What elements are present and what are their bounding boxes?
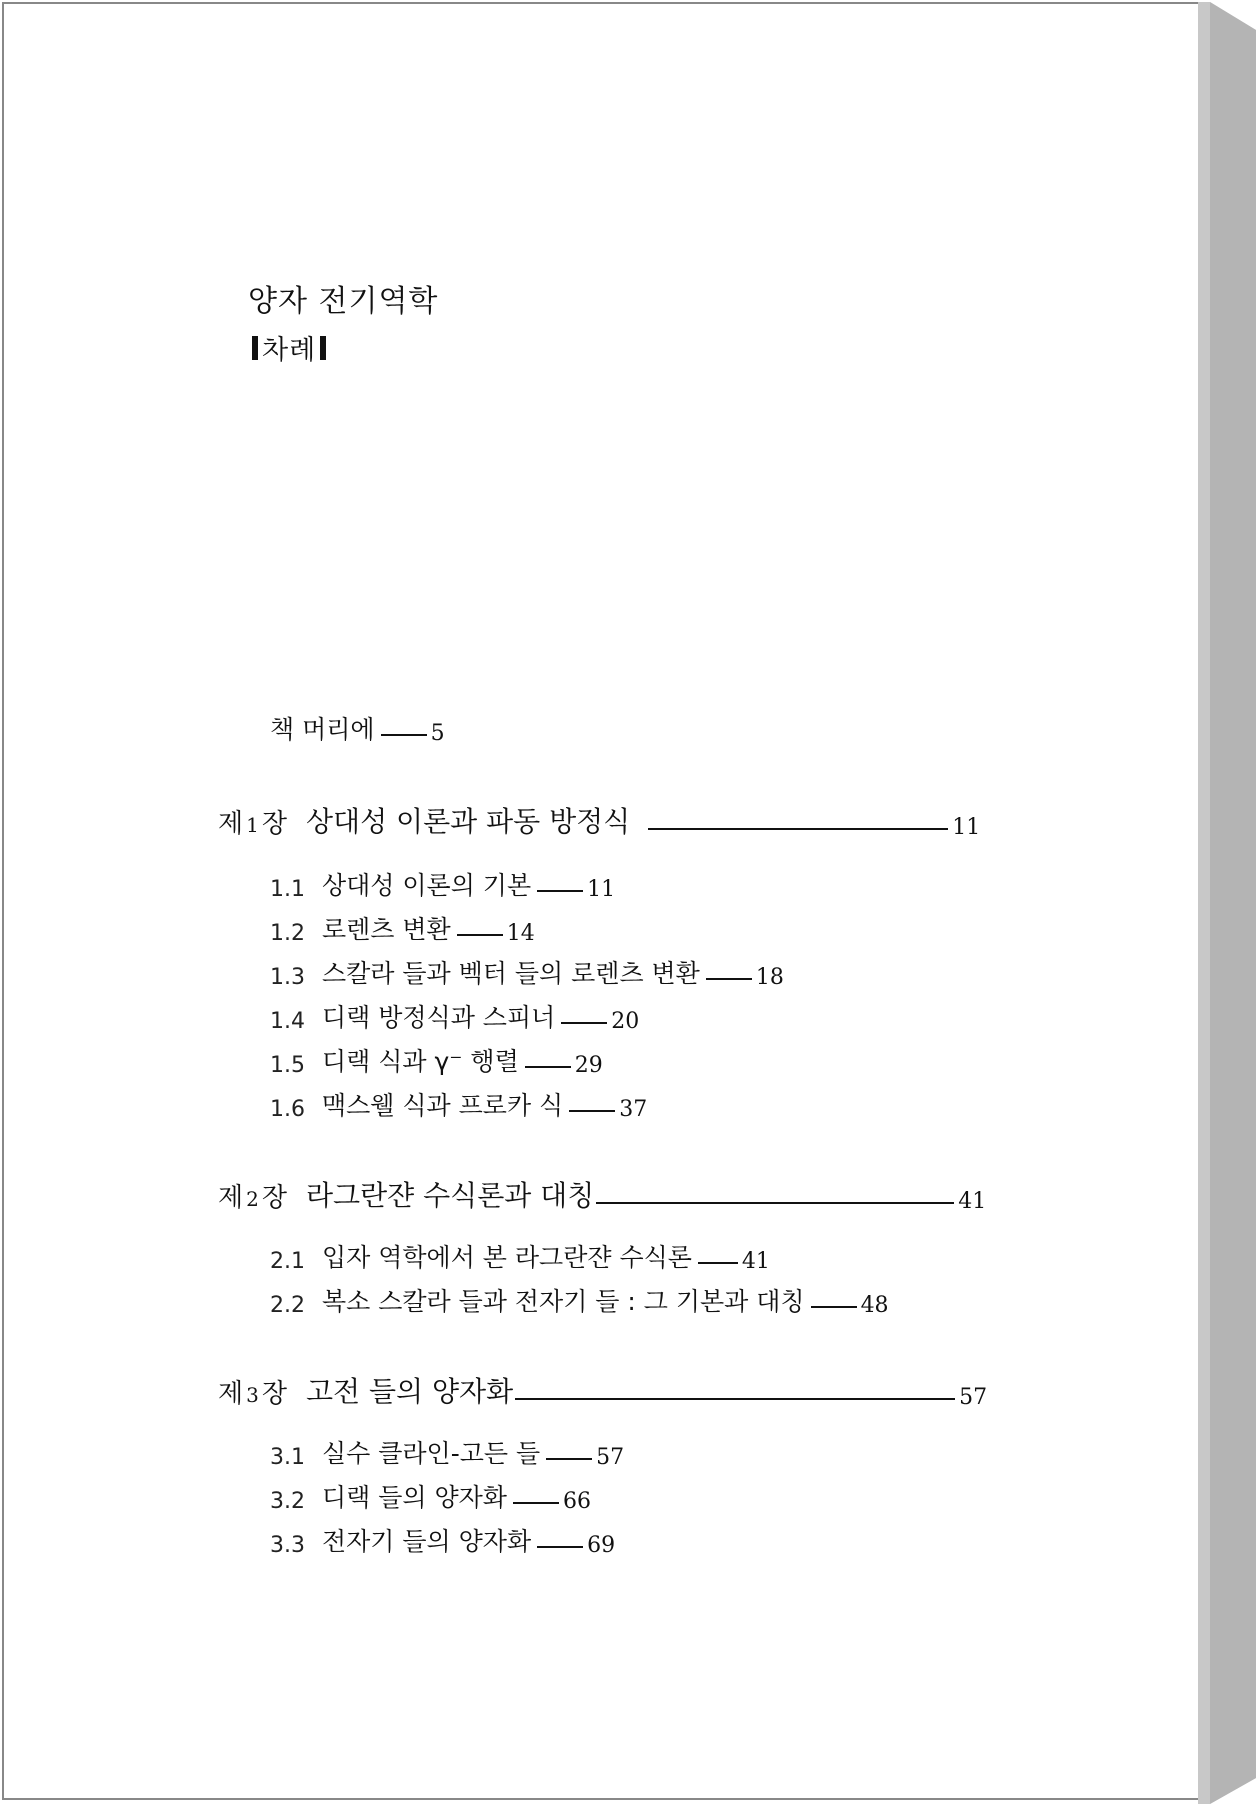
leader-dash bbox=[537, 1546, 583, 1548]
section-page: 18 bbox=[755, 965, 784, 990]
section-number: 1.5 bbox=[270, 1053, 305, 1078]
section-number: 2.1 bbox=[270, 1249, 305, 1274]
section-page: 37 bbox=[619, 1097, 648, 1122]
leader-dash bbox=[515, 1398, 955, 1400]
chapter-number: 제 1 장 bbox=[218, 809, 287, 839]
section-page: 29 bbox=[574, 1053, 603, 1078]
chapter-title: 라그란쟌 수식론과 대칭 bbox=[306, 1179, 595, 1212]
book-title: 양자 전기역학 bbox=[248, 284, 439, 319]
leader-dash bbox=[546, 1458, 592, 1460]
section-title: 디랙 식과 γ⁻ 행렬 bbox=[322, 1047, 519, 1076]
leader-dash bbox=[457, 934, 503, 936]
leader-dash bbox=[596, 1202, 954, 1204]
leader-dash bbox=[698, 1262, 738, 1264]
toc-label: 차례 bbox=[262, 335, 317, 366]
section-title: 실수 클라인-고든 들 bbox=[322, 1439, 541, 1468]
chapter-1-entry[interactable] bbox=[218, 800, 980, 840]
chapter-2-entry[interactable] bbox=[218, 1174, 986, 1214]
chapter-page: 41 bbox=[958, 1189, 987, 1214]
section-2-1[interactable] bbox=[270, 1238, 770, 1274]
section-number: 1.3 bbox=[270, 965, 305, 990]
section-1-3[interactable] bbox=[270, 954, 784, 990]
section-page: 66 bbox=[562, 1489, 591, 1514]
leader-dash bbox=[381, 734, 427, 736]
chapter-title: 상대성 이론과 파동 방정식 bbox=[306, 805, 631, 838]
section-number: 3.2 bbox=[270, 1489, 305, 1514]
section-number: 2.2 bbox=[270, 1293, 305, 1318]
section-2-2[interactable] bbox=[270, 1282, 889, 1318]
chapter-page: 11 bbox=[952, 815, 981, 840]
leader-dash bbox=[648, 828, 948, 830]
section-number: 3.3 bbox=[270, 1533, 305, 1558]
chapter-3-entry[interactable] bbox=[218, 1370, 987, 1410]
section-title: 상대성 이론의 기본 bbox=[322, 871, 532, 900]
section-number: 1.2 bbox=[270, 921, 305, 946]
section-3-1[interactable] bbox=[270, 1434, 624, 1470]
section-1-6[interactable] bbox=[270, 1086, 647, 1122]
section-3-2[interactable] bbox=[270, 1478, 591, 1514]
section-page: 69 bbox=[587, 1533, 616, 1558]
section-number: 1.6 bbox=[270, 1097, 305, 1122]
section-number: 1.1 bbox=[270, 877, 305, 902]
section-title: 디랙 들의 양자화 bbox=[322, 1483, 507, 1512]
section-1-4[interactable] bbox=[270, 998, 639, 1034]
leader-dash bbox=[525, 1066, 571, 1068]
section-page: 11 bbox=[587, 877, 616, 902]
section-1-5[interactable] bbox=[270, 1042, 603, 1078]
section-1-2[interactable] bbox=[270, 910, 535, 946]
preface-page: 5 bbox=[430, 721, 445, 746]
page-edge-shadow bbox=[1198, 0, 1258, 1806]
section-title: 복소 스칼라 들과 전자기 들 : 그 기본과 대칭 bbox=[322, 1287, 805, 1316]
leader-dash bbox=[811, 1306, 857, 1308]
preface-entry[interactable] bbox=[270, 710, 445, 746]
section-page: 14 bbox=[506, 921, 535, 946]
section-number: 1.4 bbox=[270, 1009, 305, 1034]
section-page: 57 bbox=[596, 1445, 625, 1470]
section-3-3[interactable] bbox=[270, 1522, 615, 1558]
toc-heading bbox=[248, 328, 330, 367]
section-page: 41 bbox=[741, 1249, 770, 1274]
chapter-number: 제 3 장 bbox=[218, 1379, 287, 1409]
chapter-page: 57 bbox=[959, 1385, 988, 1410]
toc-bar-left bbox=[252, 336, 258, 360]
section-page: 20 bbox=[611, 1009, 640, 1034]
toc-bar-right bbox=[320, 336, 326, 360]
section-title: 디랙 방정식과 스피너 bbox=[322, 1003, 556, 1032]
section-number: 3.1 bbox=[270, 1445, 305, 1470]
leader-dash bbox=[706, 978, 752, 980]
leader-dash bbox=[569, 1110, 615, 1112]
leader-dash bbox=[561, 1022, 607, 1024]
section-title: 로렌츠 변환 bbox=[322, 915, 451, 944]
section-1-1[interactable] bbox=[270, 866, 615, 902]
section-page: 48 bbox=[860, 1293, 889, 1318]
leader-dash bbox=[537, 890, 583, 892]
preface-title: 책 머리에 bbox=[270, 715, 375, 744]
chapter-number: 제 2 장 bbox=[218, 1183, 287, 1213]
section-title: 입자 역학에서 본 라그란쟌 수식론 bbox=[322, 1243, 692, 1272]
section-title: 전자기 들의 양자화 bbox=[322, 1527, 532, 1556]
section-title: 맥스웰 식과 프로카 식 bbox=[322, 1091, 564, 1120]
chapter-title: 고전 들의 양자화 bbox=[306, 1375, 514, 1408]
section-title: 스칼라 들과 벡터 들의 로렌츠 변환 bbox=[322, 959, 700, 988]
leader-dash bbox=[513, 1502, 559, 1504]
